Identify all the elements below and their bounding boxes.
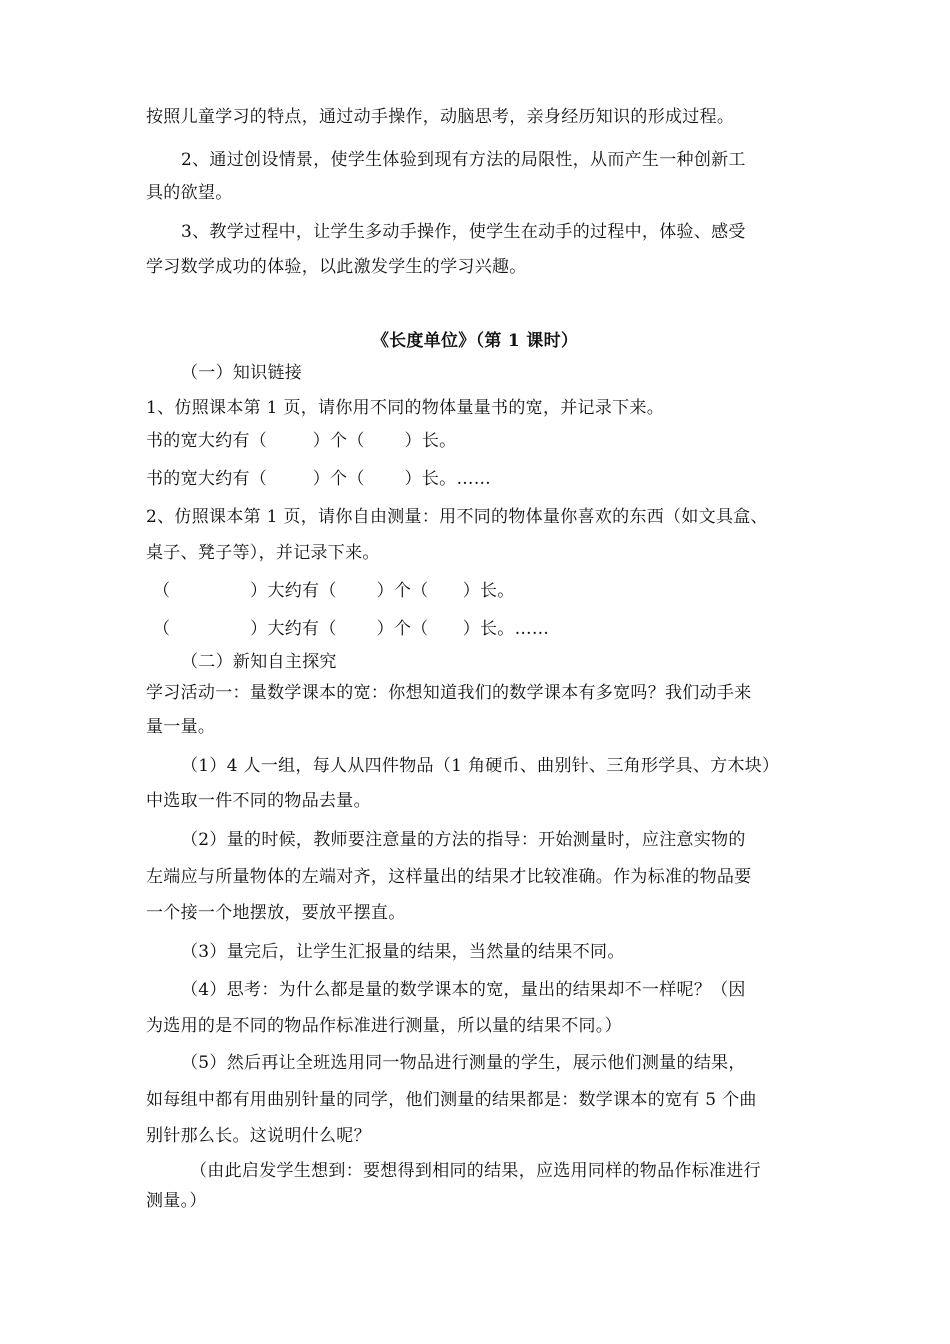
intro-point-3-line-2: 学习数学成功的体验，以此激发学生的学习兴趣。 <box>146 257 527 277</box>
step-6-line-2: 测量。） <box>146 1191 207 1211</box>
step-3: （3）量完后，让学生汇报量的结果，当然量的结果不同。 <box>181 942 625 962</box>
step-5-line-2: 如每组中都有用曲别针量的同学，他们测量的结果都是：数学课本的宽有 5 个曲 <box>146 1090 757 1110</box>
step-4-line-2: 为选用的是不同的物品作标准进行测量，所以量的结果不同。） <box>146 1016 622 1036</box>
section-1-heading: （一）知识链接 <box>181 363 303 383</box>
step-4-line-1: （4）思考：为什么都是量的数学课本的宽，量出的结果却不一样呢？（因 <box>181 980 746 1000</box>
activity-1-line-1: 学习活动一：量数学课本的宽：你想知道我们的数学课本有多宽吗？我们动手来 <box>146 683 752 703</box>
step-1-line-1: （1）4 人一组，每人从四件物品（1 角硬币、曲别针、三角形学具、方木块） <box>181 756 780 776</box>
question-1-fill-line-2: 书的宽大约有（ ）个（ ）长。…… <box>146 469 492 489</box>
activity-1-line-2: 量一量。 <box>146 717 216 737</box>
intro-point-3-line-1: 3、教学过程中，让学生多动手操作，使学生在动手的过程中，体验、感受 <box>181 222 746 242</box>
question-2-fill-line-1: （ ）大约有（ ）个（ ）长。 <box>153 581 515 601</box>
section-2-heading: （二）新知自主探究 <box>181 652 337 672</box>
step-6-line-1: （由此启发学生想到：要想得到相同的结果，应选用同样的物品作标准进行 <box>190 1161 761 1181</box>
question-1-fill-line-1: 书的宽大约有（ ）个（ ）长。 <box>146 431 457 451</box>
step-2-line-2: 左端应与所量物体的左端对齐，这样量出的结果才比较准确。作为标准的物品要 <box>146 867 752 887</box>
lesson-title: 《长度单位》（第 1 课时） <box>371 331 579 351</box>
step-5-line-1: （5）然后再让全班选用同一物品进行测量的学生，展示他们测量的结果， <box>181 1053 746 1073</box>
question-2-line-2: 桌子、凳子等），并记录下来。 <box>146 543 380 563</box>
step-2-line-3: 一个接一个地摆放，要放平摆直。 <box>146 903 406 923</box>
question-2-line-1: 2、仿照课本第 1 页，请你自由测量：用不同的物体量你喜欢的东西（如文具盒、 <box>146 507 768 527</box>
intro-point-2-line-2: 具的欲望。 <box>146 183 233 203</box>
step-2-line-1: （2）量的时候，教师要注意量的方法的指导：开始测量时，应注意实物的 <box>181 830 746 850</box>
step-5-line-3: 别针那么长。这说明什么呢？ <box>146 1126 371 1146</box>
question-1: 1、仿照课本第 1 页，请你用不同的物体量量书的宽，并记录下来。 <box>146 398 665 418</box>
step-1-line-2: 中选取一件不同的物品去量。 <box>146 791 371 811</box>
intro-point-2-line-1: 2、通过创设情景，使学生体验到现有方法的局限性，从而产生一种创新工 <box>181 150 746 170</box>
intro-line-1: 按照儿童学习的特点，通过动手操作，动脑思考，亲身经历知识的形成过程。 <box>146 107 735 127</box>
question-2-fill-line-2: （ ）大约有（ ）个（ ）长。…… <box>153 619 550 639</box>
